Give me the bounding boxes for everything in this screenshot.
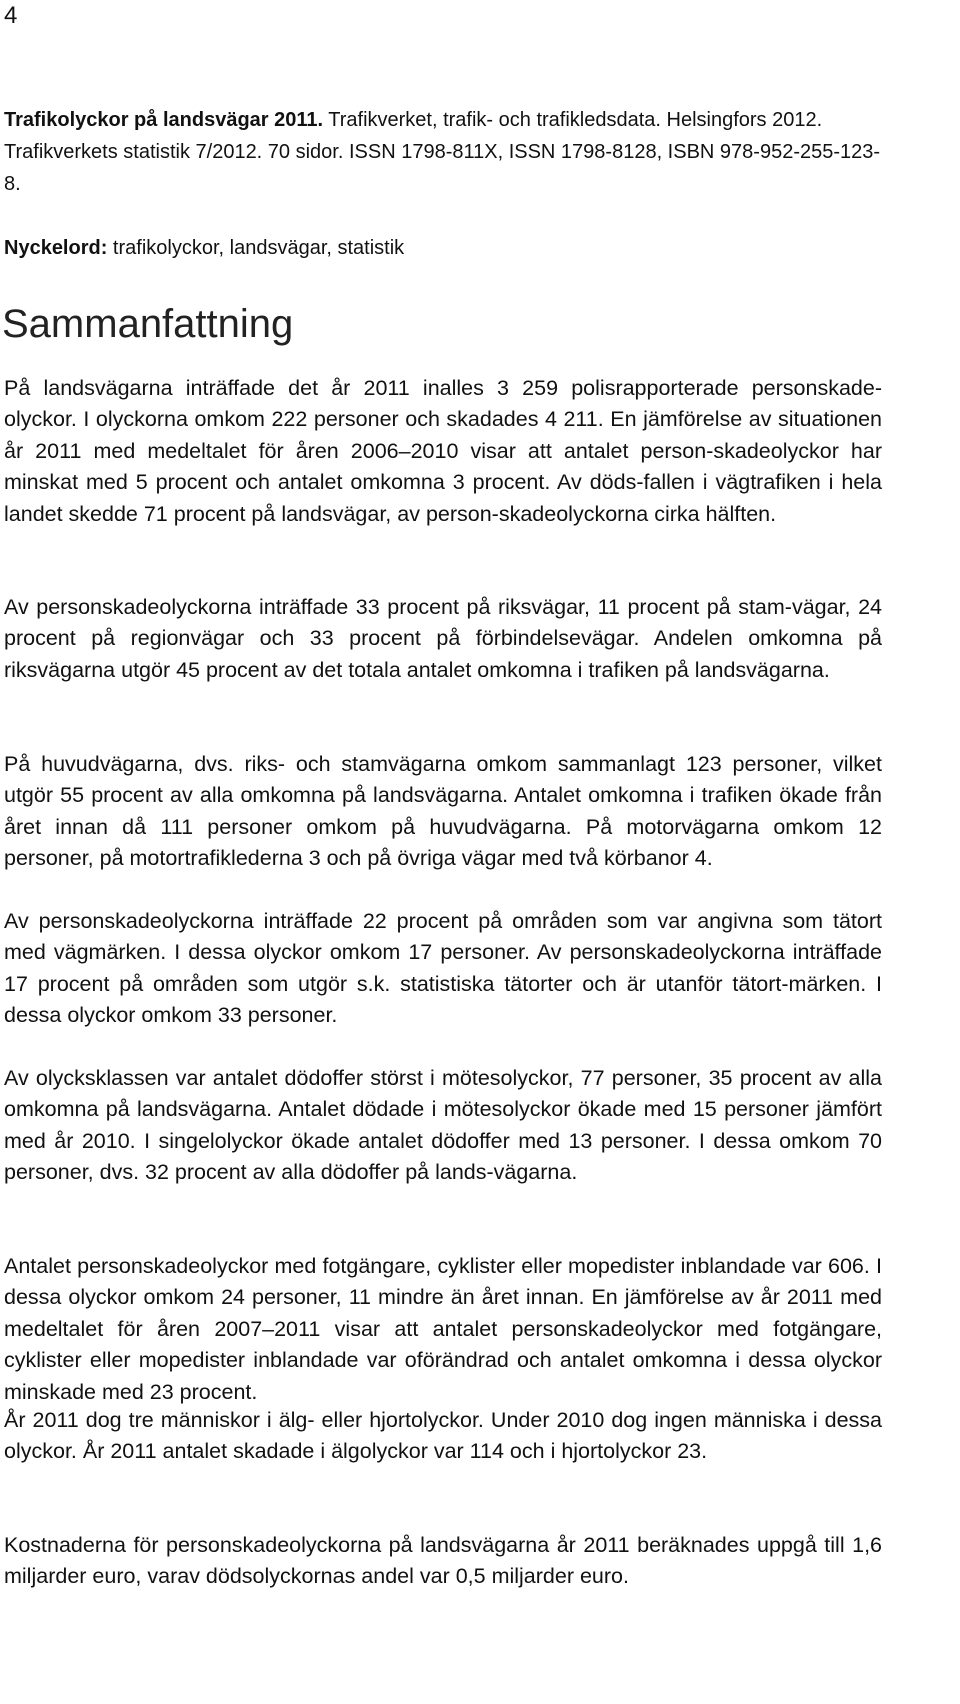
- bibliographic-citation: [4, 104, 884, 200]
- summary-paragraph-4: Av personskadeolyckorna inträffade 22 procent på områden som var angivna som tätort med vägmärken. I dessa olyckor omkom 17 personer. Av personskadeolyckorna inträffade 17 procent på områden som utgör s.k. statistiska tätorter och är utanför tätort-märken. I dessa olyckor omkom 33 personer.: [4, 909, 882, 1028]
- summary-paragraph-1: På landsvägarna inträffade det år 2011 inalles 3 259 polisrapporterade personskade-olyckor. I olyckorna omkom 222 personer och skadades 4 211. En jämförelse av situationen år 2011 med medeltalet för åren 2006–2010 visar att antalet person-skadeolyckor har minskat med 5 procent och antalet omkomna 3 procent. Av döds-fallen i vägtrafiken i hela landet skedde 71 procent på landsvägar, av person-skadeolyckorna cirka hälften.: [4, 376, 882, 526]
- keywords-value: trafikolyckor, landsvägar, statistik: [107, 237, 405, 259]
- keywords-label: Nyckelord:: [4, 237, 108, 259]
- section-heading: Sammanfattning: [2, 302, 294, 346]
- summary-paragraph-3: På huvudvägarna, dvs. riks- och stamvägarna omkom sammanlagt 123 personer, vilket utgör 55 procent av alla omkomna på landsvägarna. Antalet omkomna i trafiken ökade från året innan då 111 personer omkom på huvudvägarna. På motorvägarna omkom 12 personer, på motortrafiklederna 3 och på övriga vägar med två körbanor 4.: [4, 752, 882, 871]
- summary-paragraph-2: Av personskadeolyckorna inträffade 33 procent på riksvägar, 11 procent på stam-vägar, 24 procent på regionvägar och 33 procent på förbindelsevägar. Andelen omkomna på riksvägarna utgör 45 procent av det totala antalet omkomna i trafiken på landsvägarna.: [4, 595, 882, 682]
- summary-paragraph-8: Kostnaderna för personskadeolyckorna på landsvägarna år 2011 beräknades uppgå till 1,6 miljarder euro, varav dödsolyckornas andel var 0,5 miljarder euro.: [4, 1533, 882, 1589]
- summary-paragraph-5: Av olycksklassen var antalet dödoffer störst i mötesolyckor, 77 personer, 35 procent av alla omkomna på landsvägarna. Antalet dödade i mötesolyckor ökade med 15 personer jämfört med år 2010. I singelolyckor ökade antalet dödoffer med 13 personer. I dessa omkom 70 personer, dvs. 32 procent av alla dödoffer på lands-vägarna.: [4, 1066, 882, 1185]
- summary-paragraph-7: År 2011 dog tre människor i älg- eller hjortolyckor. Under 2010 dog ingen människa i dessa olyckor. År 2011 antalet skadade i älgolyckor var 114 och i hjortolyckor 23.: [4, 1408, 882, 1464]
- summary-paragraph-6: Antalet personskadeolyckor med fotgängare, cyklister eller mopedister inblandade var 606. I dessa olyckor omkom 24 personer, 11 mindre än året innan. En jämförelse av år 2011 med medeltalet för åren 2007–2011 visar att antalet personskadeolyckor med fotgängare, cyklister eller mopedister inblandade var oförändrad och antalet omkomna i dessa olyckor minskade med 23 procent.: [4, 1254, 882, 1404]
- citation-details: Trafikverket, trafik- och trafikledsdata. Helsingfors 2012. Trafikverkets statistik 7/2012. 70 sidor. ISSN 1798-811X, ISSN 1798-8128, ISBN 978-952-255-123-8.: [4, 109, 881, 195]
- citation-title: Trafikolyckor på landsvägar 2011.: [4, 109, 324, 131]
- keywords: [4, 232, 884, 264]
- page-number: 4: [4, 2, 18, 29]
